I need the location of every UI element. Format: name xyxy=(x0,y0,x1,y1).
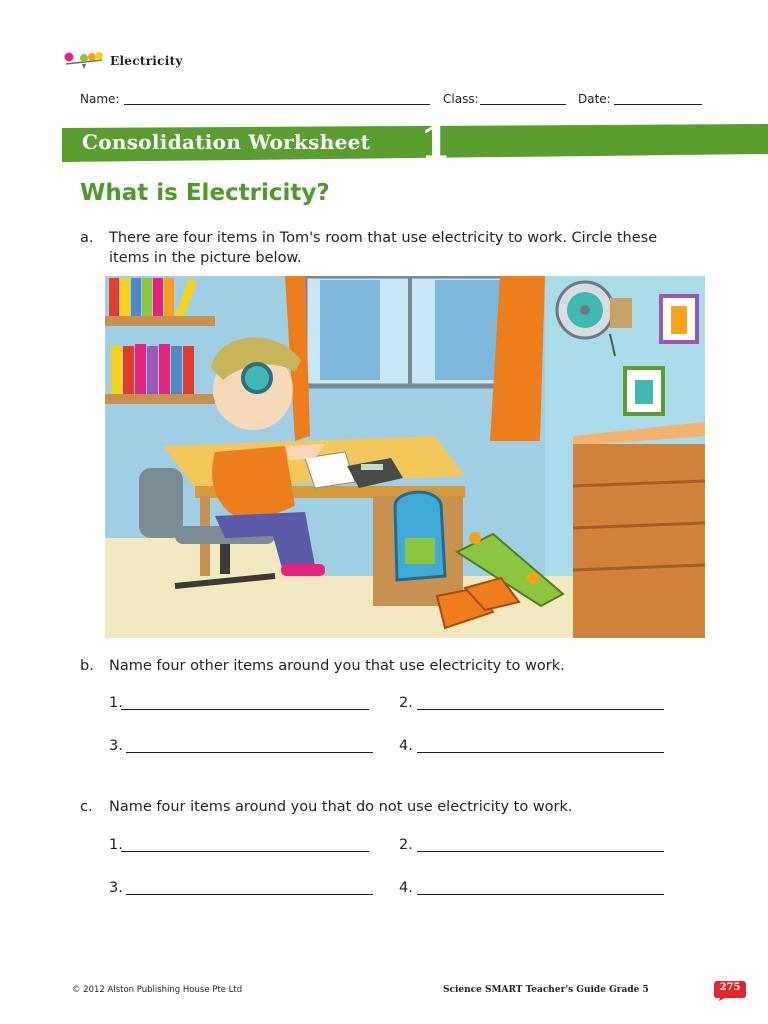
question-a-line1: There are four items in Tom's room that use electricity to work. Circle these xyxy=(109,230,658,246)
header-title: Electricity xyxy=(110,54,183,68)
answer-c3-line[interactable] xyxy=(126,894,373,895)
answer-c4-line[interactable] xyxy=(417,894,664,895)
name-label: Name: xyxy=(80,92,120,106)
answer-b2-number: 2. xyxy=(399,695,413,711)
page-heading: What is Electricity? xyxy=(80,180,330,206)
question-b-text: Name four other items around you that use electricity to work. xyxy=(109,658,565,674)
question-c-letter: c. xyxy=(80,799,93,815)
name-line[interactable] xyxy=(124,104,430,105)
answer-c2-number: 2. xyxy=(399,837,413,853)
date-line[interactable] xyxy=(614,104,702,105)
answer-b4-number: 4. xyxy=(399,738,413,754)
answer-c1-line[interactable] xyxy=(121,851,369,852)
toms-room-illustration[interactable] xyxy=(105,276,705,638)
answer-c1-number: 1. xyxy=(109,837,123,853)
window xyxy=(305,276,515,386)
answer-b1-line[interactable] xyxy=(121,709,369,710)
balance-logo-icon xyxy=(62,50,108,76)
class-line[interactable] xyxy=(480,104,566,105)
answer-c2-line[interactable] xyxy=(417,851,664,852)
banner-number: 1 xyxy=(420,118,451,169)
backpack xyxy=(395,492,445,580)
answer-b3-number: 3. xyxy=(109,738,123,754)
footer-copyright: © 2012 Alston Publishing House Pte Ltd xyxy=(72,985,243,995)
answer-c3-number: 3. xyxy=(109,880,123,896)
answer-b3-line[interactable] xyxy=(126,752,373,753)
page-number: 275 xyxy=(719,982,741,993)
question-c-text: Name four items around you that do not use electricity to work. xyxy=(109,799,573,815)
class-label: Class: xyxy=(443,92,479,106)
question-a-letter: a. xyxy=(80,230,94,246)
footer-book-title: Science SMART Teacher's Guide Grade 5 xyxy=(443,985,649,995)
answer-b1-number: 1. xyxy=(109,695,123,711)
answer-b4-line[interactable] xyxy=(417,752,664,753)
question-b-letter: b. xyxy=(80,658,94,674)
answer-c4-number: 4. xyxy=(399,880,413,896)
answer-b2-line[interactable] xyxy=(417,709,664,710)
question-a-line2: items in the picture below. xyxy=(109,250,302,266)
date-label: Date: xyxy=(578,92,611,106)
headphones xyxy=(243,364,271,392)
banner-title: Consolidation Worksheet xyxy=(82,130,371,154)
chest-of-drawers xyxy=(573,422,705,638)
